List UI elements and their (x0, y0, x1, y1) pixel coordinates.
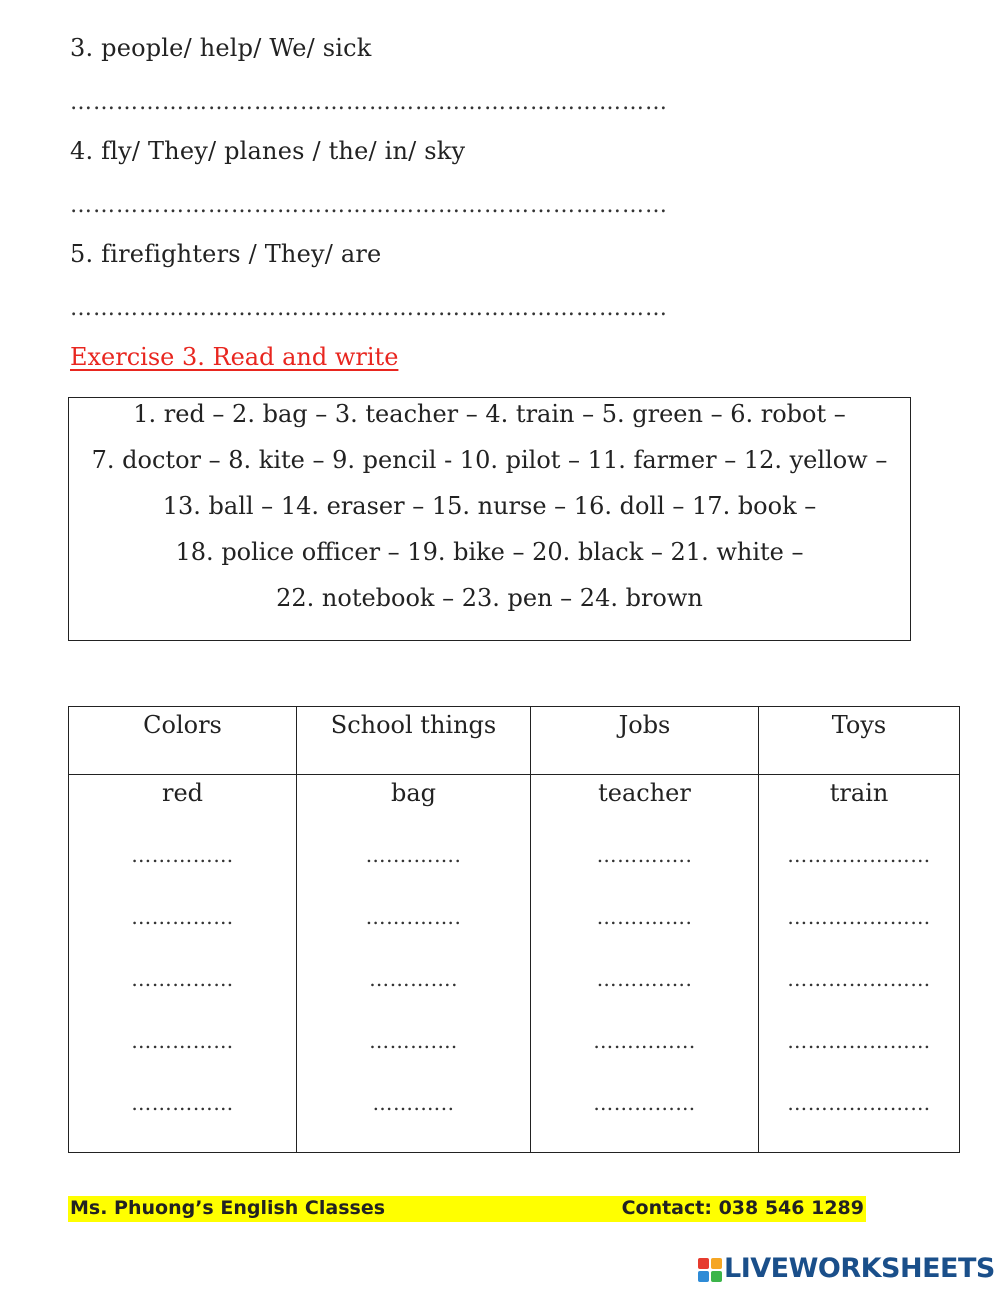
column-colors (69, 775, 297, 1153)
sentence-4-answer-line[interactable]: …………………………………………………………………… (70, 193, 668, 218)
example-word: red (161, 779, 204, 807)
column-jobs (531, 775, 759, 1153)
answer-blank[interactable]: …….……. (596, 905, 693, 929)
answer-blank[interactable]: ……….… (369, 1029, 458, 1053)
column-school-things (297, 775, 531, 1153)
sentence-4-prompt: 4. fly/ They/ planes / the/ in/ sky (70, 137, 466, 165)
answer-blank[interactable]: …………... (593, 1029, 696, 1053)
answer-blank[interactable]: ………...… (593, 1091, 696, 1115)
header-school-things: School things (297, 707, 531, 775)
footer-contact: Contact: 038 546 1289 (621, 1197, 864, 1219)
answer-blank[interactable]: …………. (369, 967, 458, 991)
word-bank-row: 22. notebook – 23. pen – 24. brown (276, 584, 703, 612)
table-row (69, 775, 960, 1153)
answer-blank[interactable]: ………………… (787, 905, 931, 929)
word-bank-row: 7. doctor – 8. kite – 9. pencil - 10. pilot – 11. farmer – 12. yellow – (91, 446, 888, 474)
header-jobs: Jobs (531, 707, 759, 775)
brand-name: LIVEWORKSHEETS (724, 1253, 995, 1284)
sentence-3-answer-line[interactable]: …………………………………………………………………… (70, 90, 668, 115)
answer-blank[interactable]: …………… (131, 1029, 234, 1053)
answer-blank[interactable]: …………… (131, 967, 234, 991)
header-colors: Colors (69, 707, 297, 775)
answer-blank[interactable]: ………………… (787, 967, 931, 991)
column-toys (759, 775, 960, 1153)
answer-blank[interactable]: …………… (131, 1091, 234, 1115)
answer-blank[interactable]: …….….. (372, 1091, 455, 1115)
sentence-5-prompt: 5. firefighters / They/ are (70, 240, 382, 268)
exercise-title: Exercise 3. Read and write (70, 343, 399, 371)
answer-blank[interactable]: …….……. (365, 905, 462, 929)
word-bank-box (68, 397, 911, 641)
answer-blank[interactable]: ……….…. (596, 843, 693, 867)
word-bank-row: 13. ball – 14. eraser – 15. nurse – 16. doll – 17. book – (162, 492, 817, 520)
logo-blocks-icon (698, 1258, 722, 1282)
table-header-row (69, 707, 960, 775)
header-toys: Toys (759, 707, 960, 775)
footer-class-name: Ms. Phuong’s English Classes (70, 1197, 386, 1219)
answer-blank[interactable]: …....……. (365, 843, 462, 867)
word-bank-row: 1. red – 2. bag – 3. teacher – 4. train – 5. green – 6. robot – (133, 400, 846, 428)
footer-bar (68, 1196, 866, 1222)
word-bank-row: 18. police officer – 19. bike – 20. black – 21. white – (175, 538, 804, 566)
answer-blank[interactable]: …………… (131, 905, 234, 929)
answer-blank[interactable]: ………………… (787, 843, 931, 867)
example-word: teacher (598, 779, 691, 807)
answer-blank[interactable]: ………………… (787, 1029, 931, 1053)
sorting-table (68, 706, 960, 1153)
sentence-3-prompt: 3. people/ help/ We/ sick (70, 34, 372, 62)
example-word: train (829, 779, 889, 807)
sentence-5-answer-line[interactable]: …………………………………………………………………… (70, 296, 668, 321)
example-word: bag (390, 779, 437, 807)
answer-blank[interactable]: …………… (131, 843, 234, 867)
answer-blank[interactable]: ……….…. (596, 967, 693, 991)
answer-blank[interactable]: ………………… (787, 1091, 931, 1115)
